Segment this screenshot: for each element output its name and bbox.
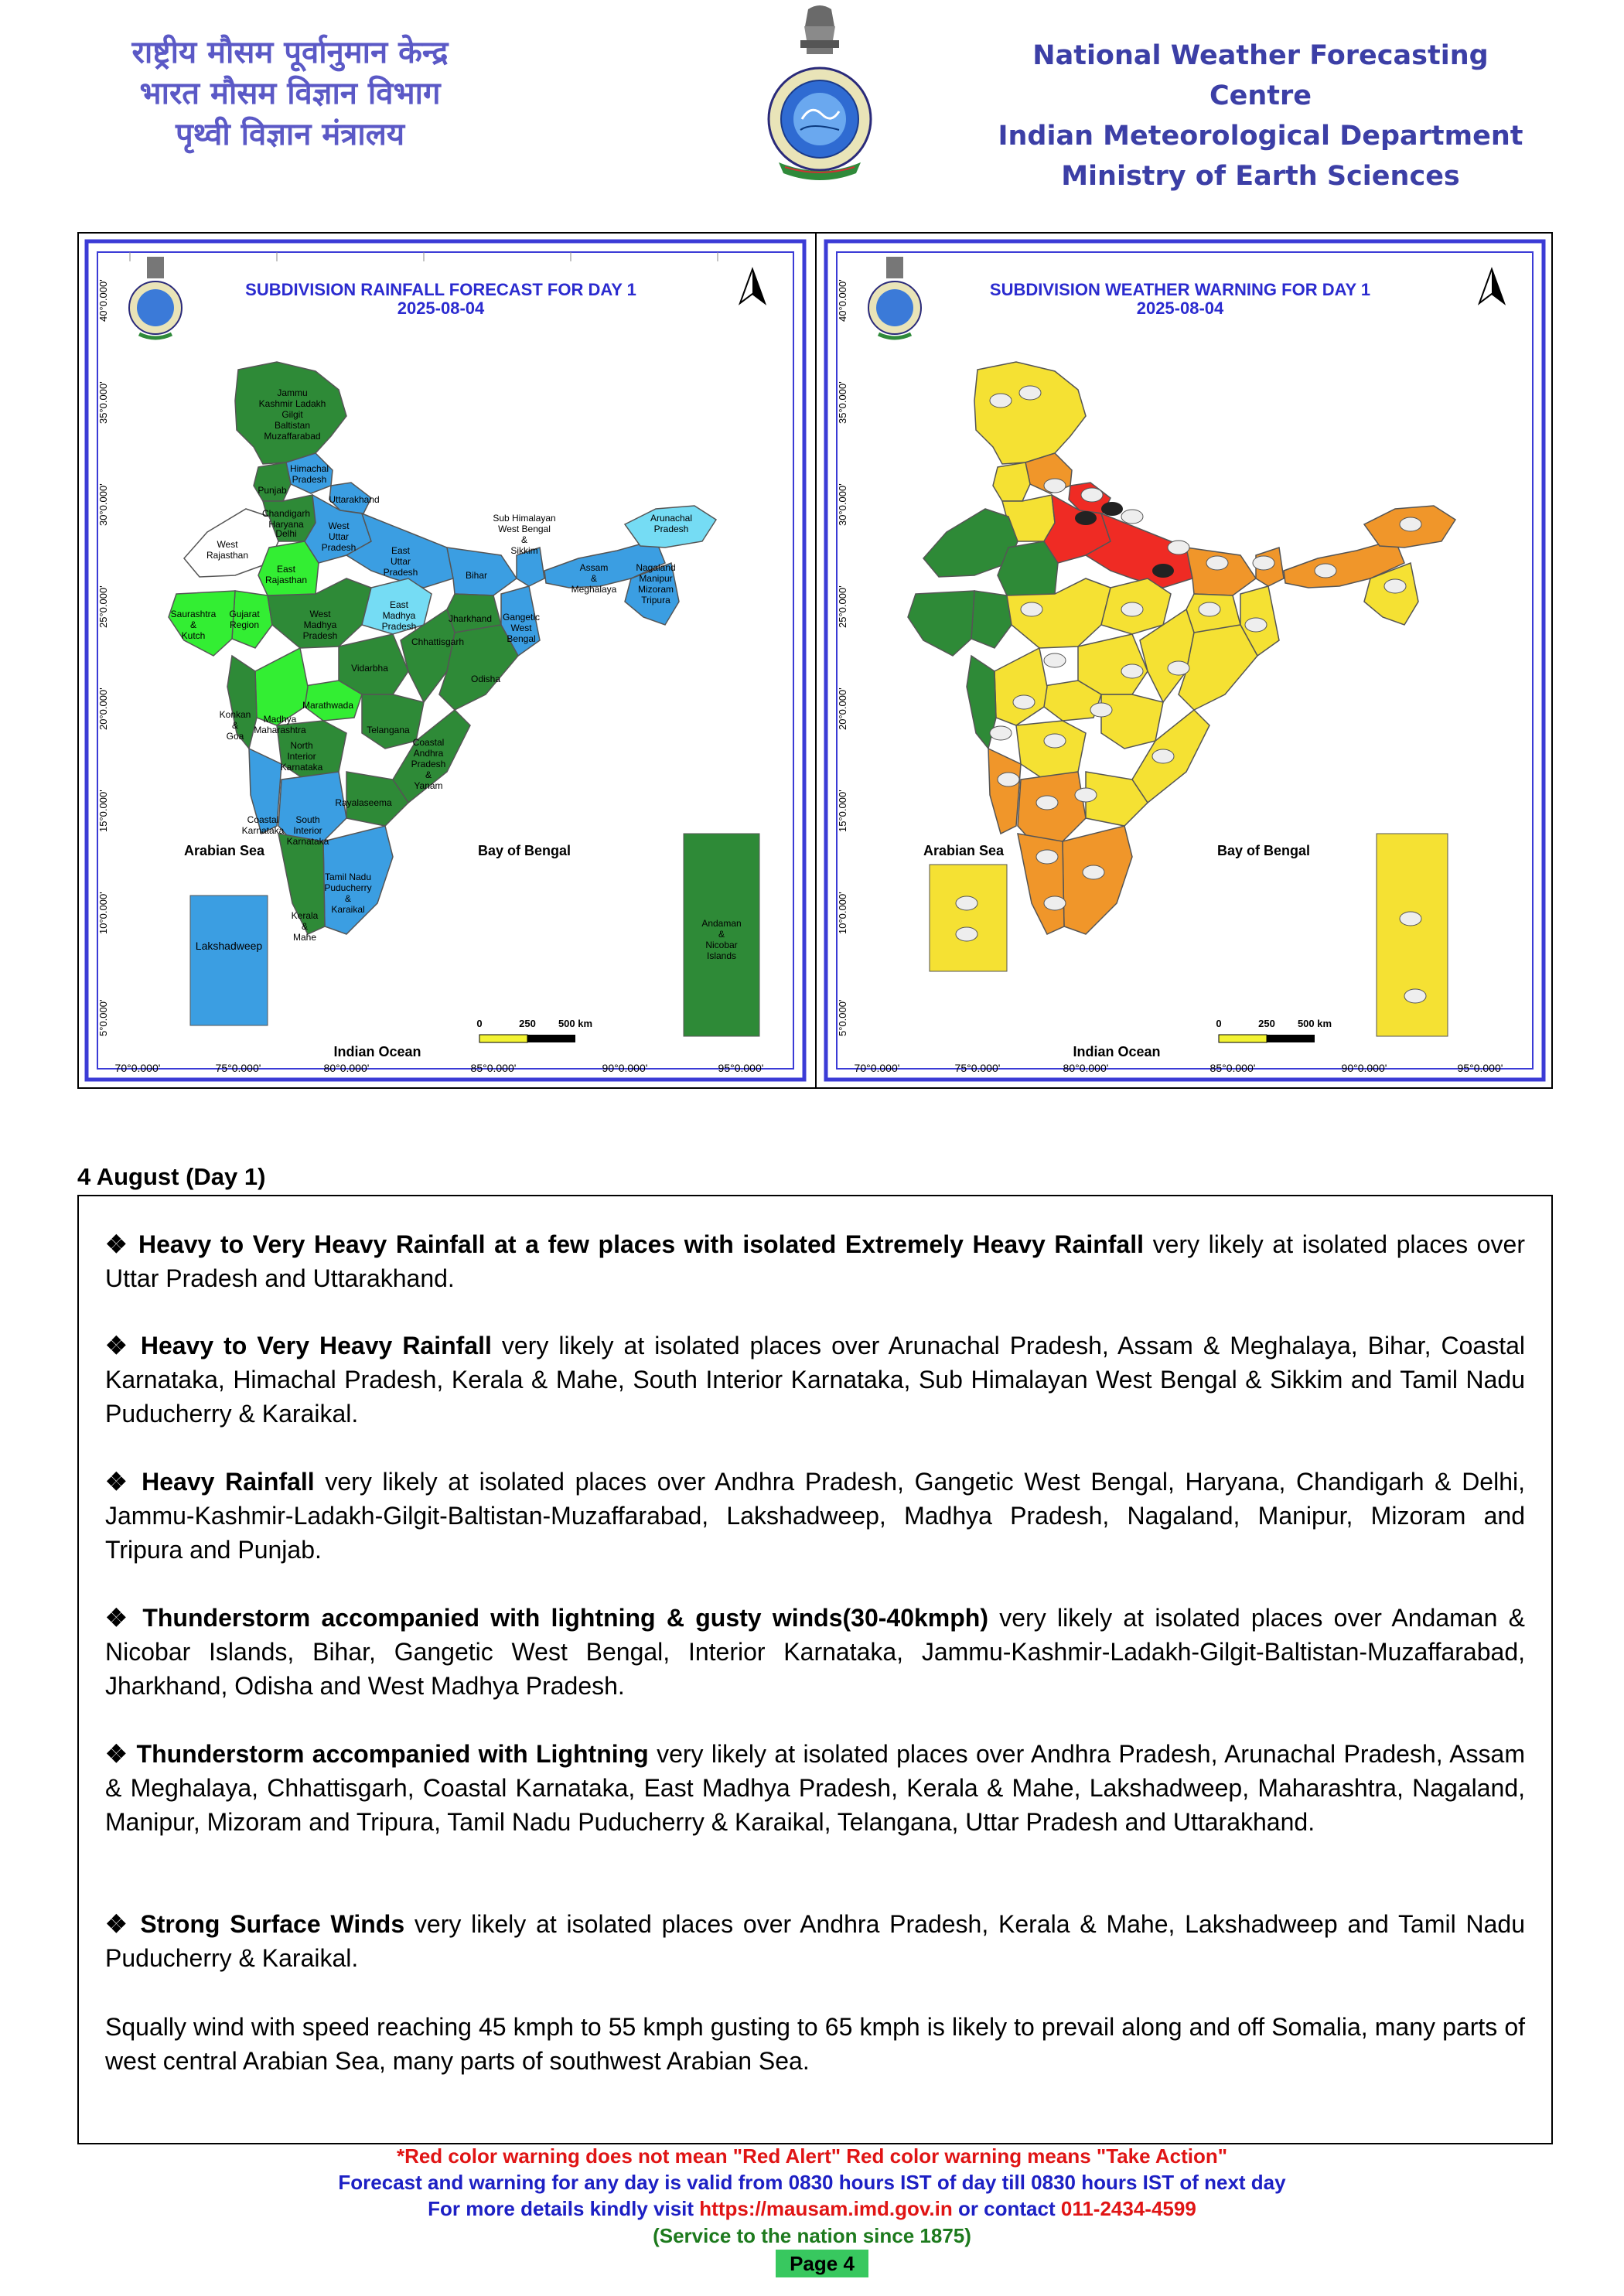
lon-tick: 70°0.000' — [854, 1062, 900, 1074]
cloud-icon — [1315, 564, 1336, 578]
header-english-line-3: Ministry of Earth Sciences — [1061, 161, 1460, 192]
header-english-line-2: Indian Meteorological Department — [998, 121, 1523, 152]
map-date: 2025-08-04 — [1136, 299, 1224, 318]
footer-service-note: (Service to the nation since 1875) — [653, 2224, 971, 2247]
label-saurashtra: Saurashtra — [170, 609, 217, 619]
lon-tick: 95°0.000' — [1457, 1062, 1503, 1074]
warning-paragraph-text: very likely at isolated places over Andhra Pradesh, Gangetic West Bengal, Haryana, Chandigarh & Delhi, Jammu-Kashmir-Ladakh-Gilgit-Baltistan-Muzaffarabad, Lakshadweep, Madhya Pradesh, Nagaland, Manipur, Mizoram and Tripura and Punjab. — [105, 1468, 1526, 1564]
lon-tick: 95°0.000' — [718, 1062, 764, 1074]
cloud-icon — [1044, 653, 1066, 667]
warning-paragraph-text: very likely at isolated places over Andaman & Nicobar Islands, Bihar, Gangetic West Bengal, Interior Karnataka, Jammu-Kashmir-Ladakh-Gilgit-Baltistan-Muzaffarabad, Jharkhand, Odisha and West Madhya Pradesh. — [105, 1604, 1525, 1700]
map-title: SUBDIVISION RAINFALL FORECAST FOR DAY 1 — [245, 280, 636, 299]
label-ck: Coastal — [247, 814, 279, 825]
label-saurashtra: & — [189, 619, 197, 630]
label-shwb: Sikkim — [510, 545, 538, 556]
storm-cloud-icon — [1075, 511, 1097, 525]
scale-label: 250 — [519, 1018, 536, 1029]
lon-tick: 80°0.000' — [1063, 1062, 1109, 1074]
label-tn: & — [344, 893, 352, 904]
label-indian-ocean: Indian Ocean — [1073, 1044, 1161, 1059]
label-eraj: Rajasthan — [264, 575, 308, 585]
cloud-icon — [1081, 488, 1103, 502]
label-emp: Madhya — [382, 610, 416, 621]
cloud-icon — [1044, 896, 1066, 910]
warning-punjab — [993, 462, 1030, 501]
label-chhattisgarh: Chhattisgarh — [411, 636, 465, 647]
label-nik: Interior — [287, 751, 316, 762]
label-punjab: Punjab — [258, 485, 287, 496]
scale-label: 0 — [476, 1018, 483, 1029]
label-shwb: Sub Himalayan — [493, 513, 556, 524]
scale-label: 500 km — [558, 1018, 593, 1029]
lon-tick: 90°0.000' — [1341, 1062, 1387, 1074]
label-andaman: Andaman — [701, 918, 742, 929]
cloud-icon — [1044, 734, 1066, 748]
label-odisha: Odisha — [470, 674, 501, 684]
label-lakshadweep: Lakshadweep — [195, 940, 263, 952]
cloud-icon — [1168, 661, 1189, 675]
label-assam: & — [590, 573, 598, 584]
lat-tick: 25°0.000' — [837, 585, 848, 628]
warning-paragraph — [105, 1601, 1525, 1703]
label-jk: Kashmir Ladakh — [258, 398, 326, 409]
label-arabian-sea: Arabian Sea — [923, 843, 1005, 858]
lon-tick: 90°0.000' — [602, 1062, 648, 1074]
label-jk: Gilgit — [281, 409, 303, 420]
lon-tick: 75°0.000' — [954, 1062, 1001, 1074]
label-wmp: Pradesh — [302, 630, 338, 641]
label-arabian-sea: Arabian Sea — [184, 843, 265, 858]
label-mm: Madhya — [263, 714, 297, 725]
label-nmmt: Manipur — [639, 573, 673, 584]
label-sik: Interior — [293, 825, 322, 836]
label-wup: Pradesh — [321, 542, 357, 553]
label-gwb: Gangetic — [502, 612, 541, 623]
cloud-icon — [1400, 912, 1421, 926]
label-jharkhand: Jharkhand — [448, 613, 493, 624]
region-lakshadweep — [190, 896, 268, 1025]
storm-cloud-icon — [1152, 564, 1174, 578]
label-nmmt: Nagaland — [636, 562, 676, 573]
label-hp: Pradesh — [292, 474, 327, 485]
label-assam: Meghalaya — [571, 584, 617, 595]
label-tn: Tamil Nadu — [324, 872, 372, 882]
cloud-icon — [1036, 796, 1058, 810]
lon-tick: 75°0.000' — [215, 1062, 261, 1074]
label-arunachal: Arunachal — [650, 513, 693, 524]
warning-paragraph-text: Squally wind with speed reaching 45 kmph to 55 kmph gusting to 65 kmph is likely to prevail along and off Somalia, many parts of west central Arabian Sea, many parts of southwest Arabian Sea. — [105, 2013, 1525, 2075]
imd-emblem-logo — [762, 3, 878, 185]
header-english — [998, 36, 1523, 196]
label-capy: Pradesh — [411, 759, 446, 769]
warning-andaman — [1377, 834, 1448, 1036]
label-konkan: Goa — [226, 731, 244, 742]
warning-paragraph-heading: ❖ Heavy to Very Heavy Rainfall — [105, 1332, 492, 1360]
label-jk: Muzaffarabad — [264, 431, 321, 442]
label-eup: East — [391, 545, 411, 556]
cloud-icon — [990, 726, 1012, 740]
label-indian-ocean: Indian Ocean — [333, 1044, 421, 1059]
warning-paragraph — [105, 1907, 1525, 1975]
footer-contact-mid: or contact — [952, 2197, 1061, 2220]
maps-container — [77, 232, 1553, 1089]
label-nik: Karnataka — [280, 762, 323, 773]
label-emp: East — [389, 599, 409, 610]
lat-tick: 40°0.000' — [97, 279, 109, 322]
label-konkan: & — [231, 720, 239, 731]
lon-tick: 85°0.000' — [470, 1062, 517, 1074]
map-title: SUBDIVISION WEATHER WARNING FOR DAY 1 — [989, 280, 1371, 299]
label-bay-of-bengal: Bay of Bengal — [1217, 843, 1311, 858]
warning-paragraph-heading: ❖ Strong Surface Winds — [105, 1910, 405, 1938]
cloud-icon — [1245, 618, 1267, 632]
label-kerala: Kerala — [291, 910, 319, 921]
label-saurashtra: Kutch — [181, 630, 206, 641]
lat-tick: 25°0.000' — [97, 585, 109, 628]
warning-paragraph-text: very likely at isolated places over Arunachal Pradesh, Assam & Meghalaya, Bihar, Coastal Karnataka, Himachal Pradesh, Kerala & Mahe, South Interior Karnataka, Sub Himalayan West Bengal & Sikkim and Tamil Nadu Puducherry & Karaikal. — [105, 1332, 1526, 1428]
cloud-icon — [1083, 865, 1104, 879]
warning-paragraph — [105, 1737, 1525, 1839]
label-capy: Coastal — [412, 737, 445, 748]
label-sik: South — [295, 814, 320, 825]
label-shwb: & — [520, 534, 528, 545]
cloud-icon — [1044, 479, 1066, 493]
warning-paragraph-text: very likely at isolated places over Andhra Pradesh, Arunachal Pradesh, Assam & Meghalaya, Chhattisgarh, Coastal Karnataka, East Madhya Pradesh, Kerala & Mahe, Lakshadweep, Maharashtra, Nagaland, Manipur, Mizoram and Tripura, Tamil Nadu Puducherry & Karaikal, Telangana, Uttar Pradesh and Uttarakhand. — [105, 1740, 1526, 1836]
label-andaman: Nicobar — [705, 940, 738, 950]
warning-paragraph-text: very likely at isolated places over Andhra Pradesh, Kerala & Mahe, Lakshadweep and Tamil Nadu Puducherry & Karaikal. — [105, 1910, 1526, 1972]
label-kerala: Mahe — [292, 932, 317, 943]
lat-tick: 15°0.000' — [97, 790, 109, 832]
label-bihar: Bihar — [465, 570, 488, 581]
label-capy: Andhra — [413, 748, 444, 759]
lat-tick: 40°0.000' — [837, 279, 848, 322]
label-marathwada: Marathwada — [302, 700, 354, 711]
label-tn: Puducherry — [324, 882, 372, 893]
label-emp: Pradesh — [381, 621, 417, 632]
cloud-icon — [990, 394, 1012, 408]
lat-tick: 15°0.000' — [837, 790, 848, 832]
label-andaman: Islands — [706, 950, 737, 961]
warning-paragraph-heading: ❖ Heavy Rainfall — [105, 1468, 315, 1496]
label-eraj: East — [276, 564, 296, 575]
footer-red-warning-note: *Red color warning does not mean "Red Alert" Red color warning means "Take Action" — [396, 2144, 1228, 2168]
lat-tick: 20°0.000' — [97, 687, 109, 730]
warning-paragraph — [105, 1329, 1525, 1431]
label-hcd: Haryana — [268, 519, 304, 530]
lat-tick: 5°0.000' — [97, 999, 109, 1036]
label-gwb: Bengal — [507, 633, 536, 644]
header-hindi-line-2: भारत मौसम विज्ञान विभाग — [139, 76, 441, 111]
header-hindi-line-1: राष्ट्रीय मौसम पूर्वानुमान केन्द्र — [131, 35, 449, 70]
label-gwb: West — [510, 623, 532, 633]
footer-contact-prefix: For more details kindly visit — [428, 2197, 700, 2220]
cloud-icon — [1253, 556, 1274, 570]
footer-validity-note: Forecast and warning for any day is valid from 0830 hours IST of day till 0830 hours IST of next day — [338, 2171, 1286, 2194]
rainfall-forecast-map — [84, 238, 807, 1083]
website-link[interactable]: https://mausam.imd.gov.in — [699, 2197, 953, 2220]
label-gujarat: Region — [229, 619, 260, 630]
label-konkan: Konkan — [219, 709, 251, 720]
lat-tick: 35°0.000' — [97, 381, 109, 424]
label-bay-of-bengal: Bay of Bengal — [478, 843, 571, 858]
label-vidarbha: Vidarbha — [351, 663, 388, 674]
header-hindi-line-3: पृथ्वी विज्ञान मंत्रालय — [175, 117, 405, 152]
label-hcd: Chandigarh — [261, 508, 311, 519]
cloud-icon — [1384, 579, 1406, 593]
cloud-icon — [1036, 850, 1058, 864]
warning-paragraph — [105, 1465, 1525, 1567]
map-divider — [815, 234, 817, 1087]
cloud-icon — [1152, 749, 1174, 763]
lat-tick: 10°0.000' — [837, 892, 848, 934]
label-wmp: West — [309, 609, 331, 619]
lat-tick: 20°0.000' — [837, 687, 848, 730]
cloud-icon — [1199, 602, 1220, 616]
cloud-icon — [998, 773, 1019, 786]
cloud-icon — [1400, 517, 1421, 531]
cloud-icon — [956, 927, 977, 941]
cloud-icon — [1121, 602, 1143, 616]
label-capy: & — [425, 769, 432, 780]
lat-tick: 30°0.000' — [97, 483, 109, 526]
scale-label: 250 — [1258, 1018, 1275, 1029]
cloud-icon — [1019, 386, 1041, 400]
label-wup: West — [328, 520, 350, 531]
warning-paragraph-text: very likely at isolated places over Uttar Pradesh and Uttarakhand. — [105, 1230, 1526, 1292]
label-nmmt: Mizoram — [637, 584, 674, 595]
cloud-icon — [1075, 788, 1097, 802]
label-telangana: Telangana — [367, 725, 410, 735]
lon-tick: 80°0.000' — [323, 1062, 370, 1074]
cloud-icon — [1404, 989, 1426, 1003]
scale-label: 500 km — [1297, 1018, 1332, 1029]
cloud-icon — [1206, 556, 1228, 570]
warning-paragraph — [105, 1227, 1525, 1295]
day-heading: 4 August (Day 1) — [77, 1163, 266, 1190]
cloud-icon — [956, 896, 977, 910]
weather-warning-map — [823, 238, 1547, 1083]
warning-text-box — [77, 1195, 1553, 2144]
lat-tick: 5°0.000' — [837, 999, 848, 1036]
warning-paragraph-heading: ❖ Heavy to Very Heavy Rainfall at a few places with isolated Extremely Heavy Rainfall — [105, 1230, 1144, 1258]
warning-paragraph-heading: ❖ Thunderstorm accompanied with Lightning — [105, 1740, 649, 1768]
label-nik: North — [290, 740, 313, 751]
label-mm: Maharashtra — [254, 725, 306, 735]
label-sik: Karnataka — [286, 836, 329, 847]
phone-number[interactable]: 011-2434-4599 — [1060, 2197, 1196, 2220]
label-hp: Himachal — [289, 463, 329, 474]
label-hcd: Delhi — [275, 528, 297, 539]
label-wmp: Madhya — [303, 619, 337, 630]
label-eup: Pradesh — [383, 567, 418, 578]
warning-paragraph-heading: ❖ Thunderstorm accompanied with lightning & gusty winds(30-40kmph) — [105, 1604, 988, 1632]
map-date: 2025-08-04 — [397, 299, 485, 318]
cloud-icon — [1013, 695, 1035, 709]
cloud-icon — [1168, 541, 1189, 554]
storm-cloud-icon — [1101, 502, 1123, 516]
label-kerala: & — [301, 921, 309, 932]
label-ck: Karnataka — [241, 825, 285, 836]
label-rayalaseema: Rayalaseema — [335, 797, 392, 808]
label-andaman: & — [718, 929, 725, 940]
cloud-icon — [1090, 703, 1112, 717]
label-wraj: West — [217, 539, 238, 550]
header-hindi — [73, 32, 507, 155]
label-capy: Yanam — [414, 780, 443, 791]
page-number-badge: Page 4 — [776, 2250, 868, 2277]
footer-contact-line — [0, 2197, 1624, 2221]
label-assam: Assam — [579, 562, 609, 573]
lat-tick: 30°0.000' — [837, 483, 848, 526]
label-gujarat: Gujarat — [229, 609, 260, 619]
label-nmmt: Tripura — [641, 595, 670, 606]
label-arunachal: Pradesh — [653, 524, 689, 534]
cloud-icon — [1121, 664, 1143, 678]
lat-tick: 10°0.000' — [97, 892, 109, 934]
header-english-line-1: National Weather Forecasting Centre — [1032, 40, 1489, 111]
lon-tick: 85°0.000' — [1209, 1062, 1256, 1074]
lon-tick: 70°0.000' — [114, 1062, 161, 1074]
label-wraj: Rajasthan — [206, 550, 249, 561]
lat-tick: 35°0.000' — [837, 381, 848, 424]
label-jk: Baltistan — [274, 420, 311, 431]
cloud-icon — [1121, 510, 1143, 524]
scale-label: 0 — [1216, 1018, 1222, 1029]
cloud-icon — [1021, 602, 1042, 616]
warning-lakshadweep — [930, 865, 1007, 971]
label-tn: Karaikal — [331, 904, 365, 915]
label-wup: Uttar — [328, 531, 350, 542]
squally-wind-paragraph — [105, 2010, 1525, 2078]
label-shwb: West Bengal — [498, 524, 551, 534]
label-uk: Uttarakhand — [329, 494, 380, 505]
label-eup: Uttar — [390, 556, 411, 567]
label-jk: Jammu — [277, 387, 308, 398]
